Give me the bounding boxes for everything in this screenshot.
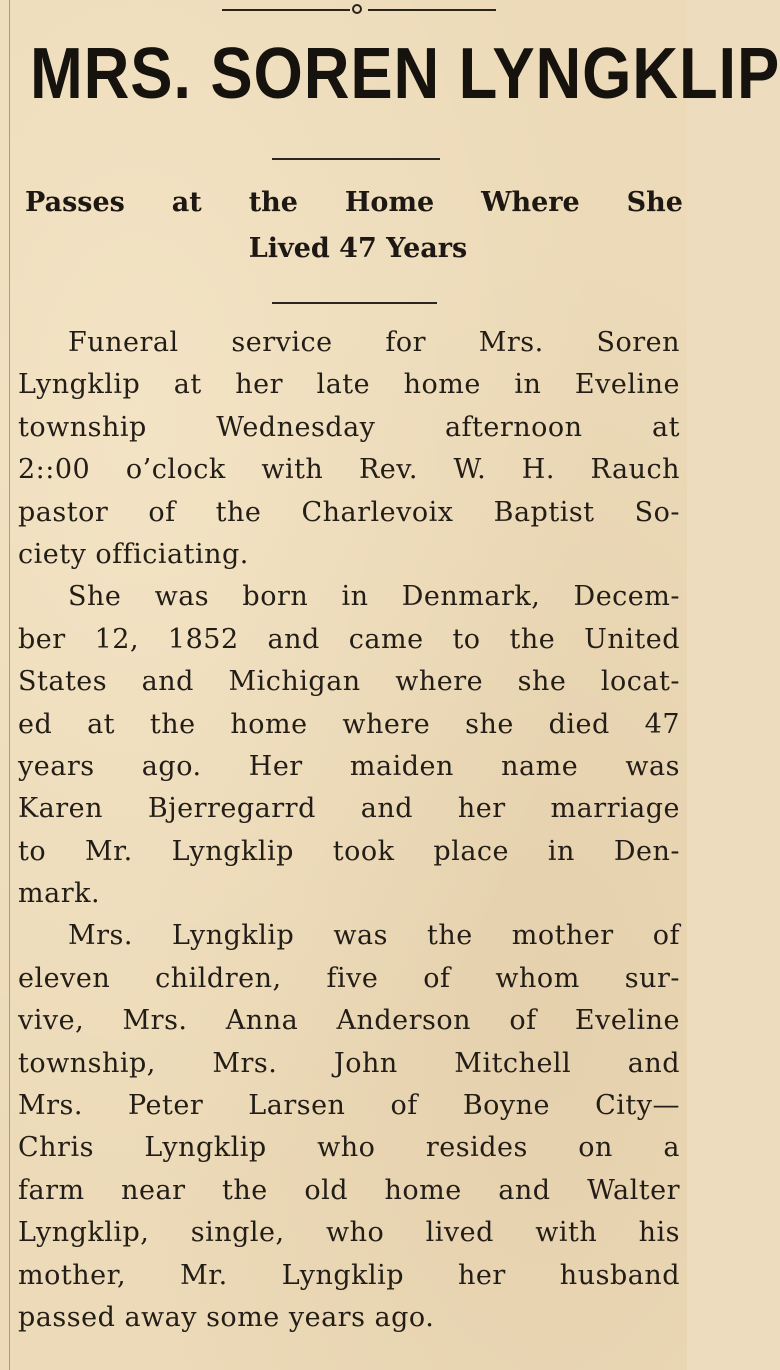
divider-rule — [272, 302, 437, 304]
subheadline-word: Home — [344, 187, 435, 218]
article-body — [18, 322, 680, 1339]
ornament-line-right — [368, 9, 496, 11]
paragraph — [18, 915, 680, 1339]
text-line: Lyngklip at her late home in Eveline — [18, 369, 680, 401]
text-line: pastor of the Charlevoix Baptist So- — [18, 496, 680, 528]
top-ornament — [222, 3, 496, 17]
text-line: ber 12, 1852 and came to the United — [18, 623, 680, 655]
subheadline-line-1 — [25, 180, 683, 226]
subheadline-word: Passes — [25, 187, 125, 218]
ornament-line-left — [222, 9, 350, 11]
text-line: township Wednesday afternoon at — [18, 411, 680, 443]
text-line: years ago. Her maiden name was — [18, 750, 680, 782]
column-rule — [9, 0, 10, 1370]
text-line: She was born in Denmark, Decem- — [68, 581, 680, 613]
paragraph — [18, 322, 680, 576]
subheadline-word: Where — [481, 187, 580, 218]
subheadline-word: at — [171, 187, 202, 218]
text-line: Karen Bjerregarrd and her marriage — [18, 793, 680, 825]
text-line: eleven children, five of whom sur- — [18, 962, 680, 994]
subheadline-word: She — [626, 187, 683, 218]
text-line: Mrs. Peter Larsen of Boyne City— — [18, 1090, 680, 1122]
text-line: States and Michigan where she locat- — [18, 666, 680, 698]
subheadline-word: the — [248, 187, 298, 218]
text-line: 2::00 o’clock with Rev. W. H. Rauch — [18, 454, 680, 486]
text-line: ciety officiating. — [18, 538, 249, 570]
headline: MRS. SOREN LYNGKLIP — [30, 34, 780, 114]
text-line: Mrs. Lyngklip was the mother of — [68, 920, 680, 952]
ornament-circle — [352, 4, 362, 14]
subheadline-line-2: Lived 47 Years — [248, 233, 468, 264]
text-line: Lyngklip, single, who lived with his — [18, 1217, 680, 1249]
text-line: township, Mrs. John Mitchell and — [18, 1047, 680, 1079]
paragraph — [18, 576, 680, 915]
text-line: mother, Mr. Lyngklip her husband — [18, 1259, 680, 1291]
subheadline — [25, 180, 683, 272]
text-line: to Mr. Lyngklip took place in Den- — [18, 835, 680, 867]
text-line: passed away some years ago. — [18, 1301, 435, 1333]
text-line: ed at the home where she died 47 — [18, 708, 680, 740]
text-line: farm near the old home and Walter — [18, 1174, 680, 1206]
text-line: mark. — [18, 878, 101, 910]
text-line: Funeral service for Mrs. Soren — [68, 327, 680, 358]
divider-rule — [272, 158, 440, 160]
text-line: vive, Mrs. Anna Anderson of Eveline — [18, 1005, 680, 1037]
text-line: Chris Lyngklip who resides on a — [18, 1132, 680, 1164]
